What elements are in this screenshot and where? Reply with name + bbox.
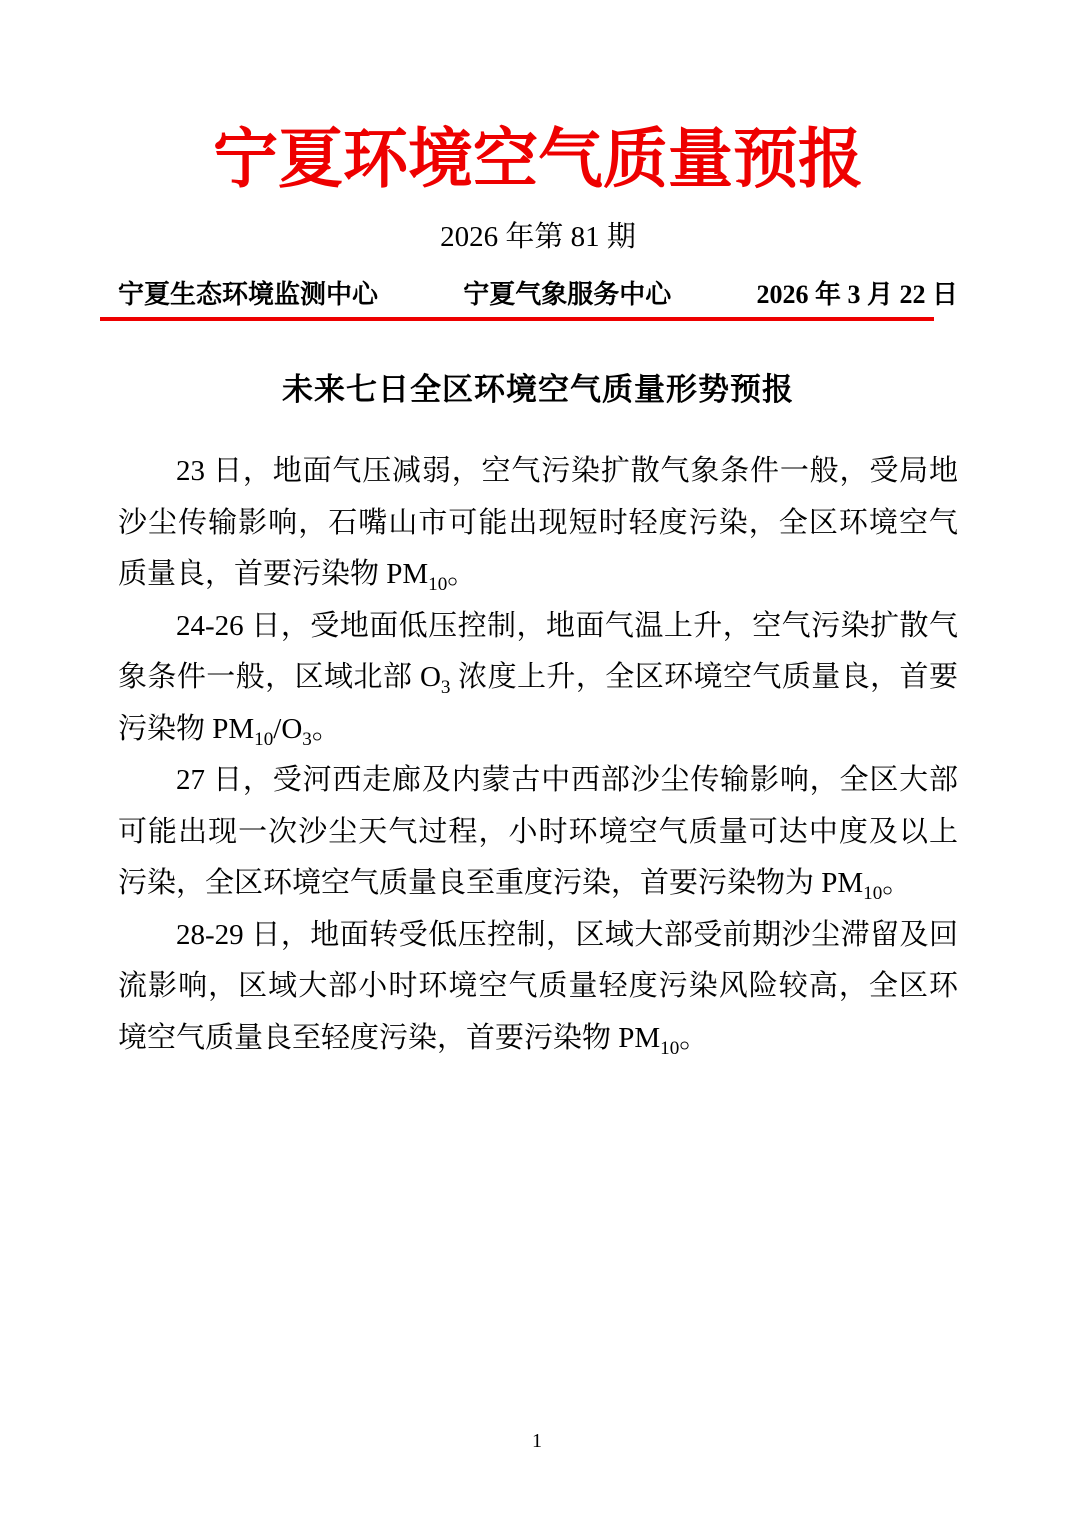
publisher-row — [118, 280, 958, 310]
publisher-monitoring-center: 宁夏生态环境监测中心 — [118, 280, 379, 309]
forecast-paragraph-day24-26: 24-26 日，受地面低压控制，地面气温上升，空气污染扩散气象条件一般，区域北部 $O_3$ 浓度上升，全区环境空气质量良，首要污染物 $PM_{10}/O_3$。 — [118, 609, 958, 750]
issue-number: 2026 年第 81 期 — [440, 221, 636, 253]
forecast-paragraph-day28-29: 28-29 日，地面转受低压控制，区域大部受前期沙尘滞留及回流影响，区域大部小时环境空气质量轻度污染风险较高，全区环境空气质量良至轻度污染，首要污染物 $PM_{10}$。 — [118, 918, 958, 1059]
page-number: 1 — [532, 1430, 542, 1452]
forecast-paragraph-day23: 23 日，地面气压减弱，空气污染扩散气象条件一般，受局地沙尘传输影响，石嘴山市可能出现短时轻度污染，全区环境空气质量良，首要污染物 $PM_{10}$。 — [118, 455, 958, 595]
publisher-weather-center: 宁夏气象服务中心 — [463, 280, 672, 309]
document-title: 宁夏环境空气质量预报 — [212, 124, 863, 196]
publish-date: 2026 年 3 月 22 日 — [756, 280, 958, 309]
header-rule — [100, 317, 934, 321]
forecast-paragraph-day27: 27 日，受河西走廊及内蒙古中西部沙尘传输影响，全区大部可能出现一次沙尘天气过程，小时环境空气质量可达中度及以上污染，全区环境空气质量良至重度污染，首要污染物为 $PM_{10}$。 — [118, 764, 958, 904]
forecast-body — [118, 446, 958, 1064]
section-heading: 未来七日全区环境空气质量形势预报 — [282, 372, 794, 407]
